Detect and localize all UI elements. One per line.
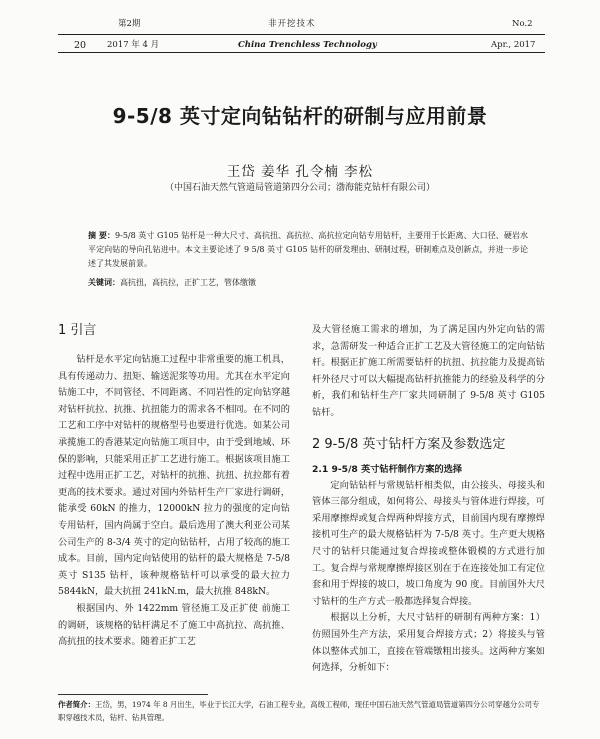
issue-date-en: Apr., 2017 bbox=[491, 40, 536, 50]
journal-name-cn: 非开挖技术 bbox=[268, 19, 316, 29]
paragraph: 钻杆是水平定向钻施工过程中非常重要的施工机具，具有传递动力、扭矩、输送泥浆等功用。尤其在水平定向钻施工中，不同管径、不同距离、不同岩性的定向钻穿越对钻杆抗拉、抗推、抗扭能力的需求各不相同。在不同的工艺和工序中对钻杆的规格型号也要进行优选。如某公司承揽施工的香港某定向钻施工项目中，由于受到地域、环保的影响，只能采用正扩工艺进行施工。根据该项目施工过程中选用正扩工艺，对钻杆的抗推、抗扭、抗拉都有着更高的技术要求。通过对国内外钻杆生产厂家进行调研，能承受 60kN 的推力，12000kN 拉力的强度的定向钻专用钻杆，国内尚属于空白。最后选用了澳大利亚公司某公司生产的 8-3/4 英寸的定向钻钻杆，占用了较高的施工成本。目前，国内定向钻使用的钻杆的最大规格是 7-5/8 英寸 S135 钻杆，该种规格钻杆可以承受的最大拉力 5844kN，最大抗扭 241kN.m，最大抗推 848kN。 bbox=[58, 354, 290, 598]
footnote-rule bbox=[58, 694, 208, 695]
keywords bbox=[88, 275, 528, 290]
section-1-heading: 1 引言 bbox=[58, 323, 97, 338]
subsection-2-1-heading: 2.1 9-5/8 英寸钻杆制作方案的选择 bbox=[312, 463, 463, 475]
paragraph: 根据以上分析，大尺寸钻杆的研制有两种方案：1）仿照国外生产方法，采用复合焊接方式；2）将接头与管体以整体式加工，直接在管端镦粗出接头。这两种方案如何选择，分析如下： bbox=[312, 612, 545, 674]
footnote-label: 作者简介： bbox=[58, 700, 95, 709]
journal-name-en: China Trenchless Technology bbox=[238, 40, 377, 50]
abstract-text: 9-5/8 英寸 G105 钻杆是一种大尺寸、高抗扭、高抗拉、高抗拉定向钻专用钻杆，主要用于长距离、大口径、硬岩水平定向钻的导向孔钻进中。本文主要论述了 9 5/8 英寸 G105 钻杆的研发理由、研制过程，研制难点及创新点，并进一步论述了其发展前景。 bbox=[88, 231, 528, 268]
author-list: 王岱 姜华 孔令楠 李松 bbox=[226, 164, 374, 180]
right-column bbox=[312, 322, 545, 677]
left-column bbox=[58, 322, 290, 651]
issue-date-cn: 2017 年 4 月 bbox=[107, 40, 160, 50]
issue-number-en: No.2 bbox=[512, 19, 533, 29]
paragraph: 根据国内、外 1422mm 管径施工及正扩使 前施工的调研，该规格的钻杆满足不了施工中高抗拉、高抗推、高抗扭的技术要求。随着正扩工艺 bbox=[58, 602, 290, 648]
keywords-text: 高抗扭，高抗拉，正扩工艺，管体缴镦 bbox=[120, 278, 256, 287]
header-rule-bottom bbox=[58, 52, 545, 53]
abstract bbox=[88, 228, 528, 271]
paragraph: 及大管径施工需求的增加，为了满足国内外定向钻的需求，急需研发一种适合正扩工艺及大管径施工的定向钻钻杆。根据正扩施工所需要钻杆的抗扭、抗拉能力及提高钻杆外径尺寸可以大幅提高钻杆抗推能力的经验及科学的分析，我们和钻杆生产厂家共同研制了 9-5/8 英寸 G105 钻杆。 bbox=[312, 324, 545, 418]
author-footnote bbox=[58, 698, 545, 724]
keywords-label: 关键词： bbox=[88, 277, 120, 287]
paragraph: 定向钻钻杆与常规钻杆相类似，由公接头、母接头和管体三部分组成，如何将公、母接头与管体进行焊接，可采用摩擦焊或复合焊两种焊接方式，目前国内现有摩擦焊接机可生产的最大规格钻杆为 7-5/8 英寸。生产更大规格尺寸的钻杆只能通过复合焊接或整体锻模的方式进行加工。复合焊与常规摩擦焊接区别在于在连接处加工有定位套和用于焊接的坡口，坡口角度为 90 度。目前国外大尺寸钻杆的生产方式一般都选择复合焊接。 bbox=[312, 479, 545, 607]
page-number: 20 bbox=[74, 40, 87, 51]
footnote-text: 王岱，男，1974 年 8 月出生，毕业于长江大学，石油工程专业，高级工程师，现任中国石油天然气管道局管道第四分公司穿越分公司专职穿越技术员，钻杆、钻具管理。 bbox=[58, 700, 540, 722]
section-2-heading: 2 9-5/8 英寸钻杆方案及参数选定 bbox=[312, 436, 506, 452]
author-affiliation: （中国石油天然气管道局管道第四分公司；渤海能克钻杆有限公司） bbox=[164, 183, 435, 193]
header-rule-top bbox=[58, 34, 545, 35]
running-header bbox=[0, 0, 600, 50]
abstract-label: 摘 要： bbox=[88, 230, 116, 240]
issue-number-cn: 第2期 bbox=[118, 19, 141, 29]
paper-title: 9-5/8 英寸定向钻钻杆的研制与应用前景 bbox=[112, 104, 488, 128]
